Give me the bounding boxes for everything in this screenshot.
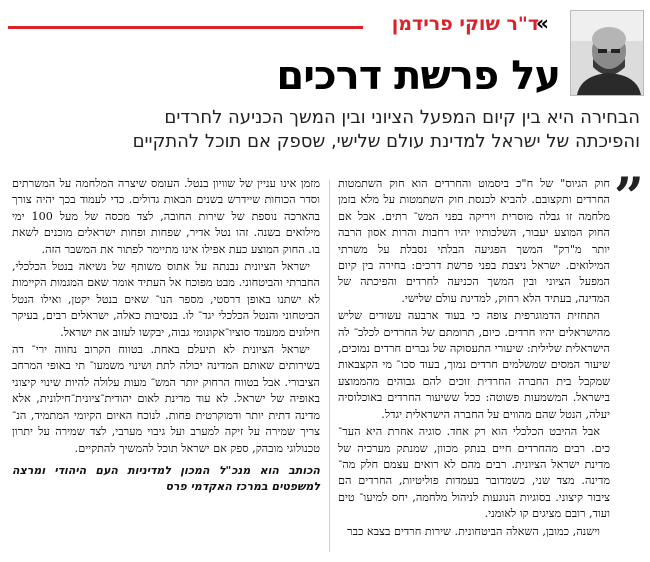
article-column-left — [12, 176, 320, 495]
paragraph: מזמן אינו עניין של שוויון בנטל. העומס שיצרה המלחמה על המשרתים וסדר הכוחות שיידרש בשנים הבאות גדולים. כדי לעמוד בכך יהיה צורך בהארכה נוספת של שירות החובה, לצד מכסה של מעל 100 ימי מילואים בשנה. זהו נטל אדיר, שפחות ופחות ישראלים מוכנים לשאת בו. החוק המוצע כעת אפילו אינו מתיימר לפתור את המשבר הזה. — [12, 177, 320, 256]
article-column-right — [338, 176, 610, 541]
paragraph: חוק הגיוס" של ח"כ ביסמוט והחרדים הוא חוק השתמטות החרדים ותקצובם. להביא לכנסת חוק השתמטות על מלא בזמן מלחמה זו גבלה מוסרית ויריקה בפני המש־ רתים. אבל אם החוק המוצע יעבור, השלכותיו יהיו רחבות והרות אסון הרבה יותר מ"רק" המשך הפגיעה הבלתי נסבלת על משרתי המילואים. ישראל ניצבת בפני פרשת דרכים: בחירה בין קיום המפעל הציוני ובין המשך הכניעה לחרדים והפיכתה של המדינה, בעתיד הלא רחוק, למדינת עולם שלישי. — [338, 177, 610, 305]
author-portrait-icon — [571, 11, 643, 95]
paragraph: התחזית הדמוגרפית צופה כי בעוד ארבעה עשורים שליש מהישראלים יהיו חרדים. כיום, תרומתם של החרדים לכלכ־ לה הישראלית שלילית: שיעורי התעסוקה של גברים חרדים נמוכים, שיעור המסים שמשלמים חרדים נמוך, בעוד סכו־ מי הקצבאות שמקבל בית החברה החרדית זוכים להם גבוהים מהממוצע בישראל. המשמעות פשוטה: ככל ששיעור החרדים באוכלוסיה יעלה, הנטל שהם מהווים על החברה הישראלית יגדל. — [338, 309, 610, 421]
author-bio-note: הכותב הוא מנכ"ל המכון למדיניות העם היהודי ומרצה למשפטים במרכז האקדמי פרס — [12, 463, 320, 493]
double-chevron-icon: « — [536, 11, 549, 35]
article-title: על פרשת דרכים — [276, 53, 560, 99]
paragraph: ישראל הציונית לא תיעלם באחת. בטווח הקרוב נחווה ירי־ דה בשירותים שאותם המדינה יכולה לתת ושינוי משמעו־ תי באופי המרחב הציבורי. אבל בטווח הרחוק יותר המש־ מעות עלולה להיות שינוי קיצוני באופיה של ישראל. לא עוד מדינת לאום יהודית־ציונית־חילונית, אלא מדינה דתית יותר ודמוקרטית פחות. לנוכח האיום הקיומי המתמיד, הנ־ צריך שמירה על זיקה למערב ועל גיבוי מערבי, לצד שמירה על יתרון טכנולוגי מובהק, ספק אם ישראל תוכל להמשיך להתקיים. — [12, 343, 320, 455]
quote-mark-icon: ” — [614, 167, 644, 228]
paragraph: ישראל הציונית נבנתה על אתוס משותף של נשיאה בנטל הכלכלי, החברתי והביטחוני. מבט מפוכח אל העתיד אומר שאם המגמות הקיימות לא ישתנו באופן דרסטי, מספר הנו־ שאים בנטל יקטן, ואילו הנטל הביטחוני והנטל הכלכלי יגד־ לו. בנסיבות כאלה, ישראלים רבים, בעיקר חילונים ממעמד סוציו־אקונומי גבוה, יבקשו לעזוב את ישראל. — [12, 260, 320, 339]
subtitle-line: והפיכתה של ישראל למדינת עולם שלישי, שספק אם תוכל להתקיים — [132, 131, 640, 152]
column-divider — [329, 180, 330, 552]
paragraph: וישנה, כמובן, השאלה הביטחונית. שירות חרדים בצבא כבר — [347, 524, 600, 538]
paragraph: אבל ההיבט הכלכלי הוא רק אחד. סוגיה אחרת היא הער־ כים. רבים מהחרדים חיים בנתק מכוון, שמנתק מערכיה של מדינת ישראל הציונית. רבים מהם לא רואים עצמם חלק מה־ מדינה. מצד שני, כשמדובר בעמדות פוליטיות, החרדים הם ציבור קיצוני. בסוגיות הנוגעות לניהול מלחמה, יחס למיעו־ טים ועוד, רובם מציגים קו לאומני. — [338, 425, 610, 521]
header-rule — [8, 26, 363, 29]
author-name: ד"ר שוקי פרידמן — [391, 13, 539, 35]
article-subtitle — [40, 106, 640, 154]
subtitle-line: הבחירה היא בין קיום המפעל הציוני ובין המשך הכניעה לחרדים — [164, 107, 640, 128]
author-photo — [570, 10, 644, 96]
